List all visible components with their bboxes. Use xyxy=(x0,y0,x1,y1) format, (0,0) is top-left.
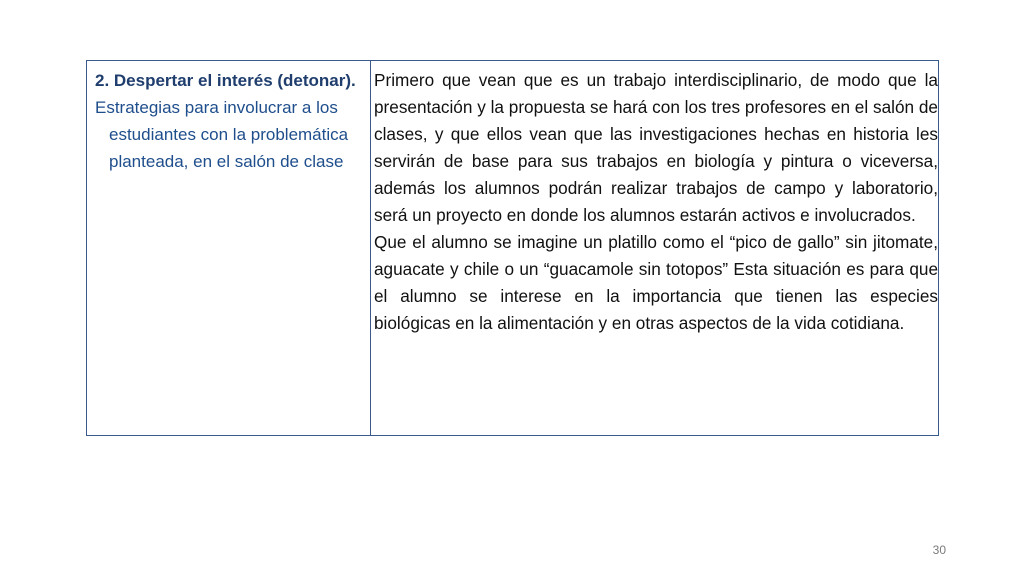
section-heading: 2. Despertar el interés (detonar). xyxy=(95,71,356,90)
body-paragraph-1: Primero que vean que es un trabajo interdisciplinario, de modo que la presentación y la propuesta se hará con los tres profesores en el salón de clases, y que ellos vean que las investigaciones hechas en historia les servirán de base para sus trabajos en biología y pintura o viceversa, además los alumnos podrán realizar trabajos de campo y laboratorio, será un proyecto en donde los alumnos estarán activos e involucrados. xyxy=(374,70,938,225)
content-table xyxy=(86,60,939,436)
body-paragraph-2: Que el alumno se imagine un platillo como el “pico de gallo” sin jitomate, aguacate y chile o un “guacamole sin totopos” Esta situación es para que el alumno se interese en la importancia que tienen las especies biológicas en la alimentación y en otras aspectos de la vida cotidiana. xyxy=(374,232,938,333)
table-right-cell xyxy=(371,61,938,435)
page-number: 30 xyxy=(932,543,946,557)
table-left-cell xyxy=(87,61,371,435)
section-subtext: Estrategias para involucrar a los estudiantes con la problemática planteada, en el salón de clase xyxy=(95,98,349,171)
